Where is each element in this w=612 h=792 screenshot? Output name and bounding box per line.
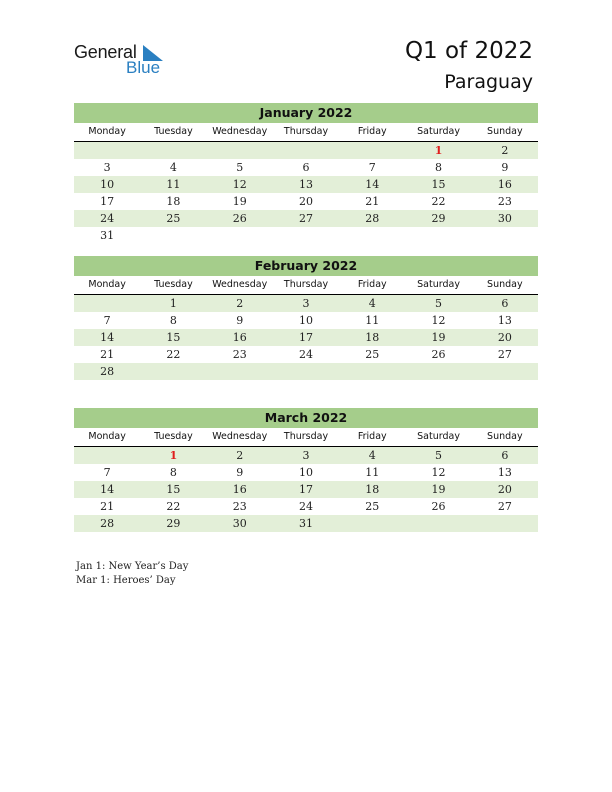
day-cell: 14 bbox=[100, 331, 115, 344]
day-cell: 5 bbox=[236, 161, 244, 174]
week-row bbox=[74, 329, 538, 346]
weekday-label: Wednesday bbox=[212, 279, 268, 290]
weekday-label: Sunday bbox=[487, 431, 523, 442]
day-cell: 24 bbox=[298, 348, 313, 361]
month-calendar bbox=[74, 103, 538, 244]
day-cell bbox=[339, 142, 405, 159]
day-cell: 25 bbox=[365, 348, 380, 361]
day-cell: 27 bbox=[497, 348, 512, 361]
weekday-label: Thursday bbox=[283, 279, 329, 290]
day-cell: 7 bbox=[368, 161, 376, 174]
week-row bbox=[74, 346, 538, 363]
day-cell bbox=[207, 227, 273, 244]
day-cell: 17 bbox=[100, 195, 115, 208]
day-cell: 19 bbox=[431, 483, 446, 496]
day-cell bbox=[74, 295, 140, 312]
day-cell: 9 bbox=[236, 314, 244, 327]
day-cell: 1 bbox=[169, 297, 177, 310]
weekday-label: Friday bbox=[357, 431, 387, 442]
weekday-label: Sunday bbox=[487, 279, 523, 290]
day-cell: 20 bbox=[497, 331, 512, 344]
day-cell: 31 bbox=[298, 517, 313, 530]
day-cell: 15 bbox=[431, 178, 446, 191]
day-cell: 18 bbox=[365, 483, 380, 496]
day-cell: 11 bbox=[365, 466, 380, 479]
day-cell: 12 bbox=[431, 466, 446, 479]
day-cell: 25 bbox=[166, 212, 181, 225]
day-cell: 23 bbox=[232, 348, 247, 361]
day-cell: 13 bbox=[497, 314, 512, 327]
day-cell: 30 bbox=[497, 212, 512, 225]
day-cell: 15 bbox=[166, 483, 181, 496]
country-name: Paraguay bbox=[444, 71, 533, 93]
day-cell: 1 bbox=[434, 144, 443, 157]
day-cell bbox=[405, 363, 471, 380]
day-cell: 3 bbox=[103, 161, 111, 174]
day-cell: 18 bbox=[166, 195, 181, 208]
holiday-notes bbox=[76, 560, 188, 588]
day-cell: 14 bbox=[100, 483, 115, 496]
day-cell: 13 bbox=[497, 466, 512, 479]
weekday-label: Monday bbox=[88, 279, 126, 290]
day-cell: 27 bbox=[298, 212, 313, 225]
day-cell: 21 bbox=[100, 348, 115, 361]
day-cell: 2 bbox=[501, 144, 509, 157]
day-cell bbox=[207, 363, 273, 380]
day-cell bbox=[140, 363, 206, 380]
day-cell: 4 bbox=[368, 297, 376, 310]
day-cell: 8 bbox=[169, 466, 177, 479]
day-cell: 23 bbox=[497, 195, 512, 208]
day-cell: 7 bbox=[103, 466, 111, 479]
day-cell: 27 bbox=[497, 500, 512, 513]
day-cell: 22 bbox=[166, 348, 181, 361]
weekday-header-row bbox=[74, 428, 538, 447]
weekday-label: Monday bbox=[88, 126, 126, 137]
day-cell: 3 bbox=[302, 297, 310, 310]
day-cell: 24 bbox=[100, 212, 115, 225]
day-cell: 21 bbox=[100, 500, 115, 513]
day-cell: 24 bbox=[298, 500, 313, 513]
week-row bbox=[74, 295, 538, 312]
generalblue-logo bbox=[74, 42, 174, 78]
week-row bbox=[74, 363, 538, 380]
day-cell: 15 bbox=[166, 331, 181, 344]
day-cell: 28 bbox=[100, 365, 115, 378]
day-cell: 10 bbox=[298, 466, 313, 479]
day-cell: 19 bbox=[232, 195, 247, 208]
weekday-label: Wednesday bbox=[212, 431, 268, 442]
weekday-label: Monday bbox=[88, 431, 126, 442]
day-cell: 1 bbox=[169, 449, 178, 462]
month-calendar bbox=[74, 408, 538, 532]
weekday-header-row bbox=[74, 123, 538, 142]
weekday-label: Sunday bbox=[487, 126, 523, 137]
day-cell: 26 bbox=[232, 212, 247, 225]
day-cell: 17 bbox=[298, 483, 313, 496]
day-cell: 16 bbox=[232, 331, 247, 344]
holiday-note: Jan 1: New Year’s Day bbox=[76, 561, 189, 572]
day-cell: 22 bbox=[431, 195, 446, 208]
day-cell: 25 bbox=[365, 500, 380, 513]
week-row bbox=[74, 193, 538, 210]
day-cell: 5 bbox=[435, 449, 443, 462]
weekday-label: Tuesday bbox=[154, 126, 193, 137]
day-cell bbox=[472, 227, 538, 244]
day-cell: 20 bbox=[497, 483, 512, 496]
day-cell: 26 bbox=[431, 500, 446, 513]
day-cell: 10 bbox=[298, 314, 313, 327]
day-cell: 18 bbox=[365, 331, 380, 344]
day-cell: 19 bbox=[431, 331, 446, 344]
day-cell: 8 bbox=[435, 161, 443, 174]
day-cell bbox=[472, 363, 538, 380]
week-row bbox=[74, 481, 538, 498]
logo-text-blue: Blue bbox=[126, 58, 161, 77]
day-cell: 9 bbox=[501, 161, 509, 174]
weekday-label: Thursday bbox=[283, 126, 329, 137]
weekday-label: Wednesday bbox=[212, 126, 268, 137]
day-cell: 9 bbox=[236, 466, 244, 479]
day-cell: 28 bbox=[100, 517, 115, 530]
weekday-label: Friday bbox=[357, 126, 387, 137]
day-cell: 11 bbox=[365, 314, 380, 327]
week-row bbox=[74, 464, 538, 481]
page-title: Q1 of 2022 bbox=[404, 38, 533, 64]
day-cell: 12 bbox=[232, 178, 247, 191]
month-calendar bbox=[74, 256, 538, 380]
day-cell bbox=[339, 515, 405, 532]
month-title: February 2022 bbox=[74, 256, 538, 276]
day-cell: 30 bbox=[232, 517, 247, 530]
day-cell bbox=[207, 142, 273, 159]
day-cell bbox=[472, 515, 538, 532]
month-title: January 2022 bbox=[74, 103, 538, 123]
week-row bbox=[74, 515, 538, 532]
week-row bbox=[74, 176, 538, 193]
day-cell: 28 bbox=[365, 212, 380, 225]
day-cell: 3 bbox=[302, 449, 310, 462]
day-cell: 16 bbox=[497, 178, 512, 191]
day-cell: 5 bbox=[435, 297, 443, 310]
week-row bbox=[74, 227, 538, 244]
logo-text-general: General bbox=[74, 42, 137, 62]
day-cell: 20 bbox=[298, 195, 313, 208]
day-cell bbox=[140, 142, 206, 159]
day-cell: 2 bbox=[236, 297, 244, 310]
day-cell bbox=[273, 227, 339, 244]
day-cell: 22 bbox=[166, 500, 181, 513]
week-row bbox=[74, 210, 538, 227]
day-cell bbox=[339, 227, 405, 244]
day-cell: 29 bbox=[166, 517, 181, 530]
day-cell bbox=[140, 227, 206, 244]
day-cell: 6 bbox=[302, 161, 310, 174]
month-title: March 2022 bbox=[74, 408, 538, 428]
day-cell: 12 bbox=[431, 314, 446, 327]
weekday-label: Tuesday bbox=[154, 279, 193, 290]
weekday-label: Saturday bbox=[417, 431, 460, 442]
day-cell bbox=[74, 447, 140, 464]
weekday-label: Thursday bbox=[283, 431, 329, 442]
weekday-header-row bbox=[74, 276, 538, 295]
holiday-note: Mar 1: Heroes’ Day bbox=[76, 575, 176, 586]
day-cell: 17 bbox=[298, 331, 313, 344]
day-cell: 11 bbox=[166, 178, 181, 191]
day-cell: 4 bbox=[169, 161, 177, 174]
day-cell: 16 bbox=[232, 483, 247, 496]
week-row bbox=[74, 498, 538, 515]
weekday-label: Tuesday bbox=[154, 431, 193, 442]
day-cell: 13 bbox=[298, 178, 313, 191]
day-cell: 23 bbox=[232, 500, 247, 513]
day-cell bbox=[74, 142, 140, 159]
week-row bbox=[74, 312, 538, 329]
week-row bbox=[74, 159, 538, 176]
day-cell: 31 bbox=[100, 229, 115, 242]
week-row bbox=[74, 142, 538, 159]
week-row bbox=[74, 447, 538, 464]
day-cell: 26 bbox=[431, 348, 446, 361]
day-cell: 2 bbox=[236, 449, 244, 462]
day-cell: 29 bbox=[431, 212, 446, 225]
day-cell: 6 bbox=[501, 297, 509, 310]
weekday-label: Friday bbox=[357, 279, 387, 290]
day-cell: 6 bbox=[501, 449, 509, 462]
day-cell bbox=[273, 363, 339, 380]
day-cell bbox=[405, 227, 471, 244]
day-cell: 4 bbox=[368, 449, 376, 462]
day-cell: 7 bbox=[103, 314, 111, 327]
day-cell: 8 bbox=[169, 314, 177, 327]
day-cell: 14 bbox=[365, 178, 380, 191]
day-cell: 10 bbox=[100, 178, 115, 191]
day-cell bbox=[273, 142, 339, 159]
weekday-label: Saturday bbox=[417, 279, 460, 290]
day-cell: 21 bbox=[365, 195, 380, 208]
weekday-label: Saturday bbox=[417, 126, 460, 137]
day-cell bbox=[339, 363, 405, 380]
day-cell bbox=[405, 515, 471, 532]
